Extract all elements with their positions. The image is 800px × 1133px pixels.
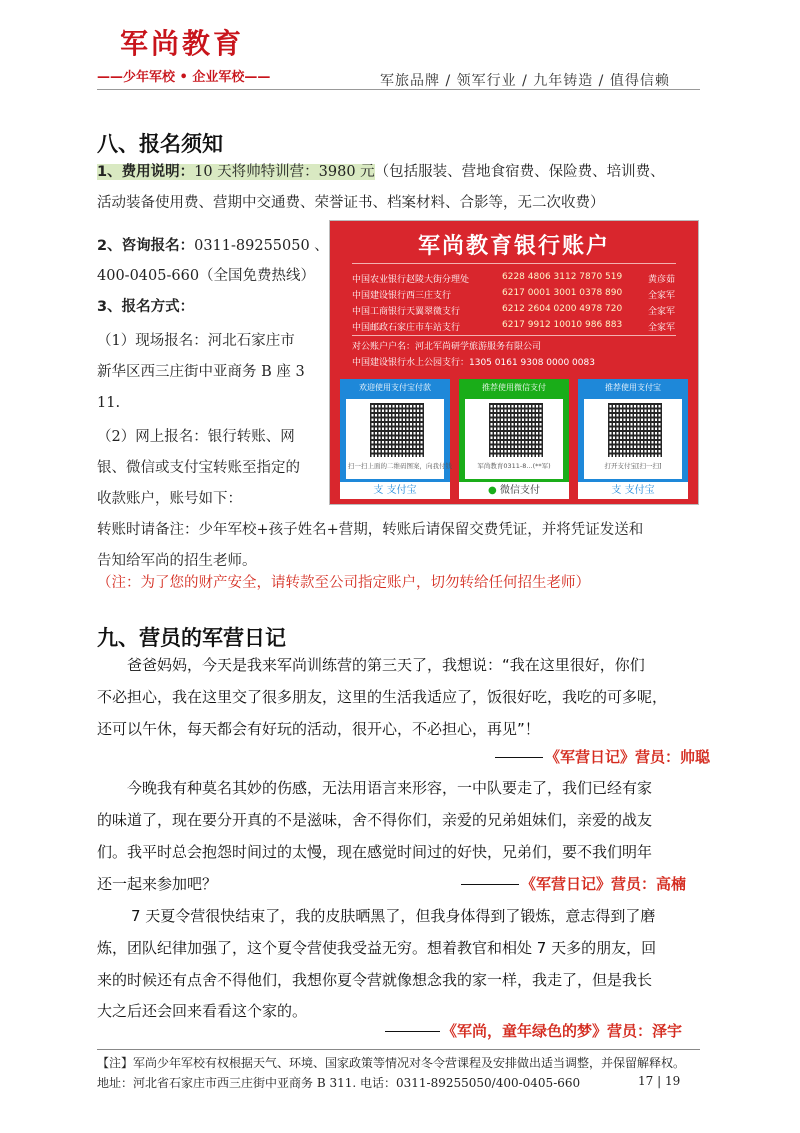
alipay-icon: 支: [373, 485, 387, 496]
logo-subtitle: ——少年军校 • 企业军校——: [97, 70, 271, 85]
remark-line-1: 转账时请备注：少年军校+孩子姓名+营期，转账后请保留交费凭证，并将凭证发送和: [97, 522, 644, 538]
signature-dash: [385, 1031, 440, 1033]
consult-line: [97, 236, 329, 256]
diary-3-signature: [385, 1020, 682, 1041]
signature-dash: [495, 757, 543, 759]
alipay-icon: 支: [611, 485, 625, 496]
page-number: 17 | 19: [638, 1074, 681, 1088]
pay-brand: 支付宝: [624, 485, 655, 496]
section-9-title: 九、营员的军营日记: [97, 626, 286, 650]
bank-account-image: [329, 220, 699, 505]
wechat-label: [459, 482, 569, 499]
qr-caption: 扫一扫上面的二维码图案，向我付钱: [348, 462, 452, 470]
fee-line: [97, 162, 665, 182]
diary-2-line: 的味道了，现在要分开真的不是滋味，舍不得你们，亲爱的兄弟姐妹们，亲爱的战友: [97, 811, 653, 829]
footer-note: 【注】军尚少年军校有权根据天气、环境、国家政策等情况对冬令营课程及安排做出适当调整，并保留解释权。: [97, 1056, 686, 1070]
consult-phone: 0311-89255050 、: [194, 238, 329, 254]
wechat-icon: ●: [488, 485, 500, 496]
method-label: 3、报名方式：: [97, 299, 195, 315]
onsite-line-1: （1）现场报名：河北石家庄市: [97, 333, 295, 349]
consult-label: 2、咨询报名：: [97, 238, 195, 254]
diary-1-line: 还可以午休，每天都会有好玩的活动，很开心，不必担心，再见”！: [97, 720, 540, 738]
bank-title: 军尚教育银行账户: [417, 234, 610, 259]
onsite-line-3: 11.: [97, 395, 121, 411]
signature-author: 营员：高楠: [611, 875, 687, 893]
account-holder: 黄彦茹: [648, 275, 676, 285]
corporate-account-name: 对公账户户名：河北军尚研学旅游服务有限公司: [352, 342, 542, 352]
qr-code-icon: [370, 403, 424, 457]
bank-divider: [352, 335, 676, 336]
account-number: 6228 4806 3112 7870 519: [502, 272, 623, 282]
alipay-qr-card: [578, 379, 688, 499]
signature-author: 营员：帅聪: [635, 748, 711, 766]
account-bank: 中国邮政石家庄市车站支行: [352, 323, 461, 333]
corporate-account-number: 中国建设银行水上公园支行：1305 0161 9308 0000 0083: [352, 358, 595, 368]
pay-heading: 欢迎使用支付宝付款: [359, 383, 431, 392]
diary-3-line: 大之后还会回来看看这个家的。: [97, 1002, 308, 1020]
diary-3-line: 7 天夏令营很快结束了，我的皮肤晒黑了，但我身体得到了锻炼，意志得到了磨: [131, 907, 656, 925]
alipay-label: [340, 482, 450, 499]
fee-highlight: [97, 164, 375, 180]
signature-source: 《军营日记》: [521, 875, 612, 893]
consult-line-2: 400-0405-660（全国免费热线）: [97, 268, 316, 284]
fee-line-2: 活动装备使用费、营期中交通费、荣誉证书、档案材料、合影等，无二次收费）: [97, 195, 605, 211]
pay-heading: 推荐使用微信支付: [482, 383, 546, 392]
online-line-2: 银、微信或支付宝转账至指定的: [97, 460, 300, 476]
diary-2-line: 们。我平时总会抱怨时间过的太慢，现在感觉时间过的好快，兄弟们，要不我们明年: [97, 843, 653, 861]
qr-caption: 军尚教育0311-8...(**军): [477, 462, 551, 470]
qr-code-icon: [489, 403, 543, 457]
diary-2-line: 还一起来参加吧？: [97, 875, 218, 893]
account-holder: 全家军: [648, 307, 676, 317]
online-line-3: 收款账户，账号如下：: [97, 491, 242, 507]
footer-divider: [97, 1049, 700, 1050]
remark-line-2: 告知给军尚的招生老师。: [97, 553, 257, 569]
diary-3-line: 来的时候还有点舍不得他们，我想你夏令营就像想念我的家一样，我走了，但是我长: [97, 971, 653, 989]
diary-3-line: 炼，团队纪律加强了，这个夏令营使我受益无穷。想着教官和相处 7 天多的朋友，回: [97, 939, 657, 957]
diary-2-line: 今晚我有种莫名其妙的伤感，无法用语言来形容，一中队要走了，我们已经有家: [127, 779, 653, 797]
signature-dash: [461, 884, 519, 886]
account-bank: 中国工商银行天翼翠微支行: [352, 307, 461, 317]
qr-code-icon: [608, 403, 662, 457]
qr-panel: [465, 399, 563, 479]
pay-brand: 支付宝: [386, 485, 417, 496]
footer-address: 地址：河北省石家庄市西三庄街中亚商务 B 311. 电话：0311-89255050/400-0405-660: [97, 1076, 581, 1090]
pay-brand: 微信支付: [499, 485, 540, 496]
header-slogan: 军旅品牌 / 领军行业 / 九年铸造 / 值得信赖: [380, 73, 670, 89]
account-holder: 全家军: [648, 323, 676, 333]
diary-1-line: 爸爸妈妈，今天是我来军尚训练营的第三天了，我想说：“我在这里很好，你们: [127, 656, 645, 674]
account-holder: 全家军: [648, 291, 676, 301]
account-bank: 中国农业银行赵陵大街分理处: [352, 275, 470, 285]
header-divider: [97, 89, 700, 90]
onsite-line-2: 新华区西三庄街中亚商务 B 座 3: [97, 364, 305, 380]
alipay-label: [578, 482, 688, 499]
safety-warning: （注：为了您的财产安全，请转款至公司指定账户，切勿转给任何招生老师）: [97, 575, 590, 591]
pay-heading: 推荐使用支付宝: [605, 383, 661, 392]
signature-source: 《军营日记》: [545, 748, 636, 766]
wechat-qr-card: [459, 379, 569, 499]
online-line-1: （2）网上报名：银行转账、网: [97, 429, 295, 445]
diary-1-signature: [495, 746, 710, 767]
company-logo: 军尚教育: [120, 27, 245, 60]
account-bank: 中国建设银行西三庄支行: [352, 291, 452, 301]
account-number: 6217 9912 10010 986 883: [502, 320, 623, 330]
account-number: 6212 2604 0200 4978 720: [502, 304, 623, 314]
qr-caption: 打开支付宝[扫一扫]: [604, 462, 662, 470]
diary-2-signature: [461, 873, 686, 894]
qr-panel: [584, 399, 682, 479]
alipay-qr-card: [340, 379, 450, 499]
signature-source: 《军尚，童年绿色的梦》: [442, 1022, 608, 1040]
fee-value: 10 天将帅特训营：3980 元: [194, 164, 375, 180]
signature-author: 营员：泽宇: [607, 1022, 683, 1040]
fee-label: 1、费用说明：: [97, 164, 195, 180]
qr-panel: [346, 399, 452, 479]
account-number: 6217 0001 3001 0378 890: [502, 288, 623, 298]
fee-rest: （包括服装、营地食宿费、保险费、培训费、: [374, 164, 665, 180]
bank-divider: [352, 263, 676, 264]
diary-1-line: 不必担心，我在这里交了很多朋友，这里的生活我适应了，饭很好吃，我吃的可多呢，: [97, 688, 668, 706]
section-8-title: 八、报名须知: [97, 132, 223, 156]
